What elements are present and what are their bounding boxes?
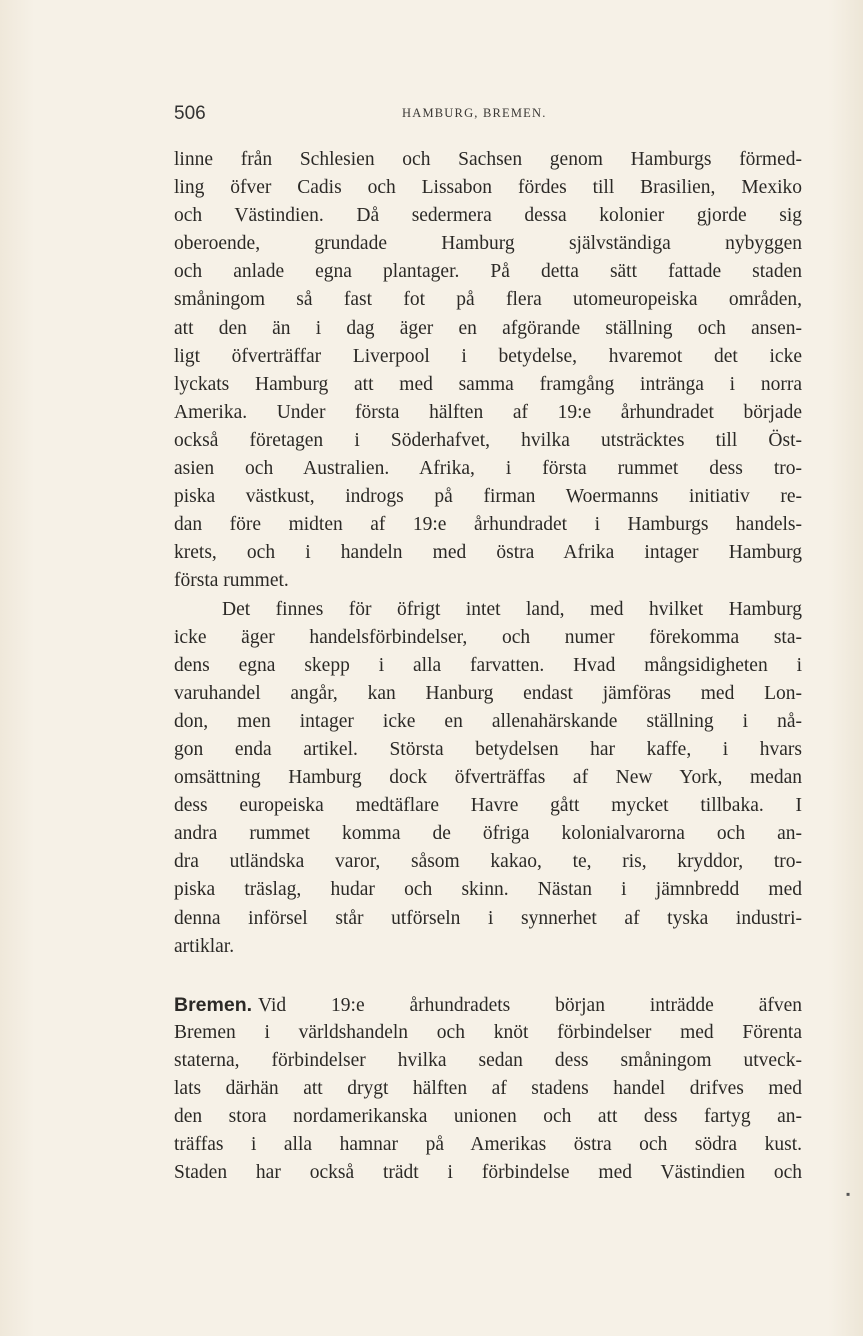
text-line: don, men intager icke en allenahärskande ställning i nå- xyxy=(174,710,802,732)
text-line: varuhandel angår, kan Hanburg endast jämföras med Lon- xyxy=(174,682,802,704)
text-line: dess europeiska medtäflare Havre gått mycket tillbaka. I xyxy=(174,795,802,817)
text-line: Staden har också trädt i förbindelse med Västindien och xyxy=(174,1162,802,1184)
section-heading-bremen: Bremen. xyxy=(174,993,253,1016)
text-line: denna införsel står utförseln i synnerhet af tyska industri- xyxy=(174,907,802,929)
bremen-first-line xyxy=(174,991,802,1019)
running-head xyxy=(174,103,804,129)
text-line: Det finnes för öfrigt intet land, med hvilket Hamburg xyxy=(222,598,802,620)
text-line: och anlade egna plantager. På detta sätt fattade staden xyxy=(174,261,802,283)
text-line: småningom så fast fot på flera utomeuropeiska områden, xyxy=(174,289,802,311)
text-block xyxy=(174,146,802,1187)
text-line: ligt öfverträffar Liverpool i betydelse, hvaremot det icke xyxy=(174,345,802,367)
text-line: krets, och i handeln med östra Afrika intager Hamburg xyxy=(174,542,802,564)
corner-mark: ▪ xyxy=(846,1187,851,1201)
text-line: och Västindien. Då sedermera dessa kolonier gjorde sig xyxy=(174,205,802,227)
text-line: piska träslag, hudar och skinn. Nästan i jämnbredd med xyxy=(174,879,802,901)
text-line: att den än i dag äger en afgörande ställning och ansen- xyxy=(174,317,802,339)
text-line: staterna, förbindelser hvilka sedan dess småningom utveck- xyxy=(174,1049,802,1071)
text-line: dra utländska varor, såsom kakao, te, ris, kryddor, tro- xyxy=(174,851,802,873)
text-line: lats därhän att drygt hälften af stadens handel drifves med xyxy=(174,1078,802,1099)
bremen-first-line-text: Vid 19:e århundradets början inträdde äfven xyxy=(258,994,802,1016)
paragraph-hamburg-trade xyxy=(174,146,802,596)
text-line: Bremen i världshandeln och knöt förbindelser med Förenta xyxy=(174,1021,802,1043)
text-line: dan före midten af 19:e århundradet i Hamburgs handels- xyxy=(174,514,802,536)
text-line: dens egna skepp i alla farvatten. Hvad mångsidigheten i xyxy=(174,654,802,676)
text-line: träffas i alla hamnar på Amerikas östra och södra kust. xyxy=(174,1134,802,1156)
page-number: 506 xyxy=(174,103,206,124)
section-gap xyxy=(174,961,802,991)
text-line: linne från Schlesien och Sachsen genom Hamburgs förmed- xyxy=(174,149,802,170)
text-line: ling öfver Cadis och Lissabon fördes till Brasilien, Mexiko xyxy=(174,177,802,199)
text-line: också företagen i Söderhafvet, hvilka utsträcktes till Öst- xyxy=(174,429,802,451)
text-line: icke äger handelsförbindelser, och numer förekomma sta- xyxy=(174,626,802,648)
text-line: piska västkust, indrogs på firman Woermanns initiativ re- xyxy=(174,486,802,508)
text-line: gon enda artikel. Största betydelsen har kaffe, i hvars xyxy=(174,738,802,760)
paragraph-hamburg-partners xyxy=(174,596,802,961)
running-title: HAMBURG, BREMEN. xyxy=(402,106,547,120)
text-line: den stora nordamerikanska unionen och att dess fartyg an- xyxy=(174,1106,802,1128)
text-line: andra rummet komma de öfriga kolonialvarorna och an- xyxy=(174,823,802,845)
text-line: Amerika. Under första hälften af 19:e århundradet började xyxy=(174,401,802,423)
text-line: artiklar. xyxy=(174,935,235,957)
text-line: oberoende, grundade Hamburg självständiga nybyggen xyxy=(174,233,802,255)
text-line: första rummet. xyxy=(174,570,289,592)
text-line: asien och Australien. Afrika, i första rummet dess tro- xyxy=(174,458,802,480)
text-line: lyckats Hamburg att med samma framgång intränga i norra xyxy=(174,373,802,395)
text-line: omsättning Hamburg dock öfverträffas af New York, medan xyxy=(174,767,802,789)
paragraph-bremen xyxy=(174,991,802,1188)
